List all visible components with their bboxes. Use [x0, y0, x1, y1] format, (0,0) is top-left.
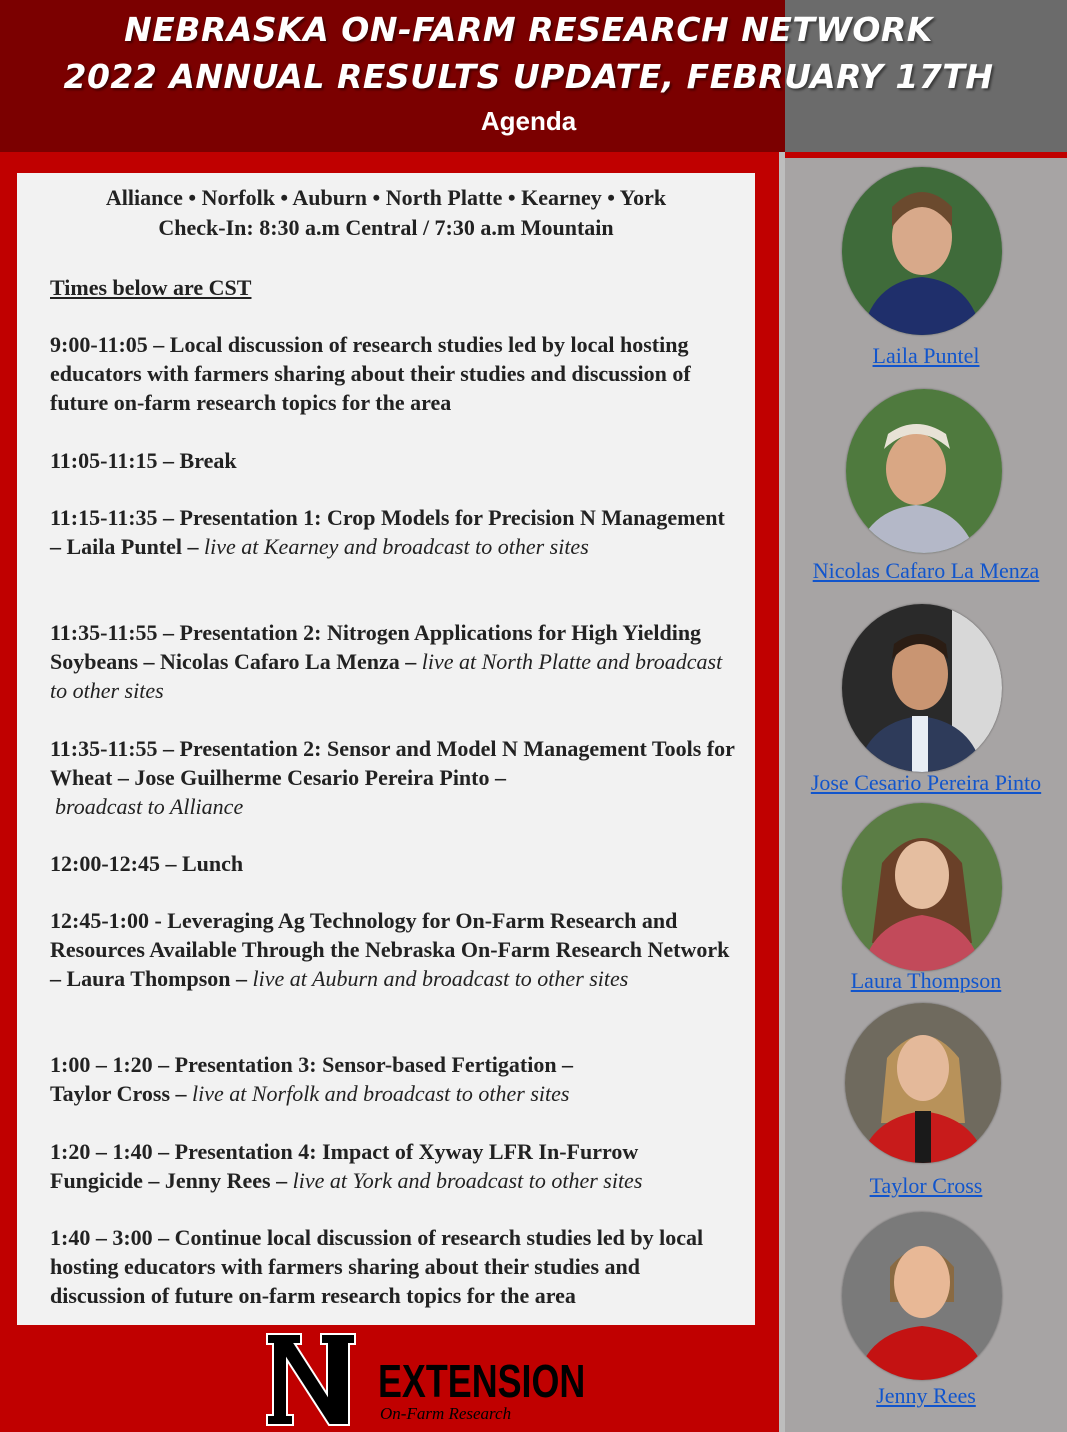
agenda-item-note: live at Kearney and broadcast to other sites: [204, 534, 589, 559]
times-note-text: Times below are CST: [50, 275, 252, 300]
agenda-panel: [17, 173, 755, 1325]
agenda-item: [50, 734, 740, 821]
agenda-item-note: live at Norfolk and broadcast to other sites: [192, 1081, 570, 1106]
agenda-item: [50, 503, 740, 561]
agenda-item-title: 12:00-12:45 – Lunch: [50, 851, 244, 876]
person-icon: [842, 1212, 1002, 1380]
agenda-item-note: live at York and broadcast to other sites: [292, 1168, 643, 1193]
person-icon: [842, 604, 1002, 772]
speaker-photo: [842, 167, 1002, 335]
agenda-item-note: live at North Platte and broadcast to other sites: [50, 649, 723, 703]
agenda-item-title: 11:35-11:55 – Presentation 2: Nitrogen Applications for High Yielding Soybeans – Nicolas Cafaro La Menza –: [50, 620, 702, 674]
nebraska-n-logo-icon: [265, 1332, 357, 1427]
agenda-item-note: broadcast to Alliance: [55, 794, 244, 819]
speaker-link[interactable]: Jenny Rees: [876, 1383, 976, 1408]
person-icon: [845, 1003, 1001, 1163]
agenda-item: [50, 618, 740, 705]
person-icon: [842, 803, 1002, 971]
times-note: [50, 273, 740, 302]
speaker-link[interactable]: Laila Puntel: [872, 343, 980, 368]
person-icon: [842, 167, 1002, 335]
agenda-item-title: 1:20 – 1:40 – Presentation 4: Impact of Xyway LFR In-Furrow Fungicide – Jenny Rees –: [50, 1139, 639, 1193]
speaker-photo: [842, 803, 1002, 971]
agenda-item-title: 11:15-11:35 – Presentation 1: Crop Models for Precision N Management – Laila Puntel –: [50, 505, 725, 559]
agenda-item: [50, 1137, 690, 1195]
agenda-item: [50, 330, 740, 417]
speaker-link[interactable]: Jose Cesario Pereira Pinto: [810, 770, 1042, 795]
header-agenda: Agenda: [480, 106, 577, 136]
speaker-photo: [845, 1003, 1001, 1163]
agenda-item: [50, 1223, 740, 1310]
agenda-item: [50, 446, 740, 475]
extension-subtitle: On-Farm Research: [380, 1404, 512, 1423]
agenda-item-title: 11:05-11:15 – Break: [50, 448, 237, 473]
page-header: [0, 0, 1067, 152]
agenda-item-note: live at Auburn and broadcast to other sites: [252, 966, 629, 991]
agenda-item: [50, 906, 740, 993]
speaker-link[interactable]: Taylor Cross: [869, 1173, 983, 1198]
locations-line: Alliance • Norfolk • Auburn • North Platte • Kearney • York: [105, 185, 667, 210]
person-icon: [846, 389, 1002, 553]
checkin-line: Check-In: 8:30 a.m Central / 7:30 a.m Mountain: [158, 215, 614, 240]
agenda-item-title: 1:40 – 3:00 – Continue local discussion of research studies led by local hosting educators with farmers sharing about their studies and discussion of future on-farm research topics for the area: [50, 1225, 704, 1308]
speaker-photo: [846, 389, 1002, 553]
agenda-item: [50, 849, 740, 878]
speaker-photo: [842, 1212, 1002, 1380]
speaker-link[interactable]: Laura Thompson: [850, 968, 1002, 993]
header-title-line2: 2022 ANNUAL RESULTS UPDATE, FEBRUARY 17TH: [63, 57, 994, 96]
agenda-item-title: 11:35-11:55 – Presentation 2: Sensor and Model N Management Tools for Wheat – Jose Guilherme Cesario Pereira Pinto –: [50, 736, 735, 790]
agenda-item: [50, 1050, 610, 1108]
agenda-item-title: 9:00-11:05 – Local discussion of research studies led by local hosting educators with farmers sharing about their studies and discussion of future on-farm research topics for the area: [50, 332, 691, 415]
speaker-photo: [842, 604, 1002, 772]
speaker-link[interactable]: Nicolas Cafaro La Menza: [812, 558, 1040, 583]
agenda-item-title: 1:00 – 1:20 – Presentation 3: Sensor-based Fertigation – Taylor Cross –: [50, 1052, 574, 1106]
extension-wordmark: EXTENSION: [378, 1355, 586, 1407]
header-title-line1: NEBRASKA ON-FARM RESEARCH NETWORK: [124, 10, 933, 49]
agenda-item-title: 12:45-1:00 - Leveraging Ag Technology for On-Farm Research and Resources Available Through the Nebraska On-Farm Research Network – Laura Thompson –: [50, 908, 730, 991]
